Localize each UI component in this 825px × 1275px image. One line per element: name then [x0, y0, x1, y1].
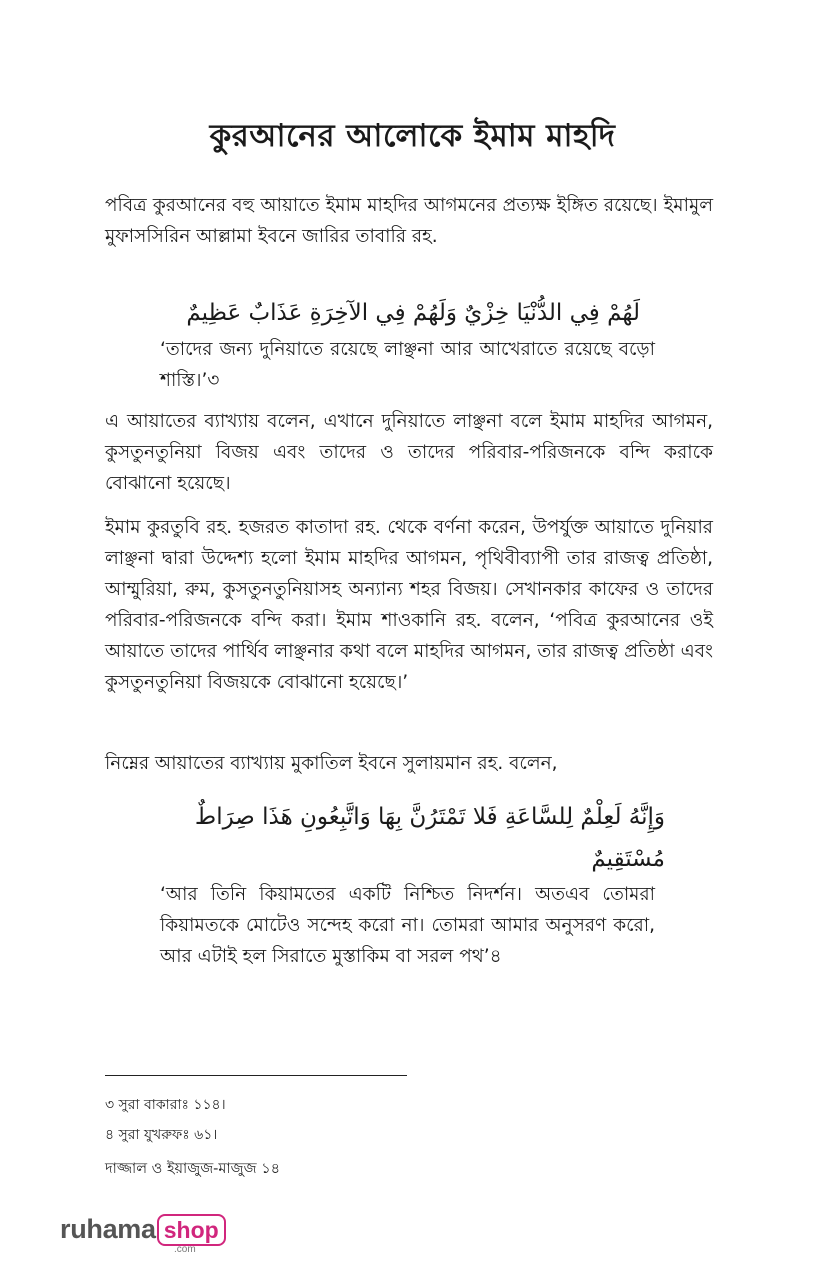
paragraph-qurtubi: ইমাম কুরতুবি রহ. হজরত কাতাদা রহ. থেকে বর্ণনা করেন, উপর্যুক্ত আয়াতে দুনিয়ার লাঞ্ছনা দ্বারা উদ্দেশ্য হলো ইমাম মাহদির আগমন, পৃথিবীব্যাপী তার রাজত্ব প্রতিষ্ঠা, আম্মুরিয়া, রুম, কুসতুনতুনিয়াসহ অন্যান্য শহর বিজয়। সেখানকার কাফের ও তাদের পরিবার-পরিজনকে বন্দি করা। ইমাম শাওকানি রহ. বলেন, ‘পবিত্র কুরআনের ওই আয়াতে তাদের পার্থিব লাঞ্ছনার কথা বলে মাহদির আগমন, তার রাজত্ব প্রতিষ্ঠা এবং কুসতুনতুনিয়া বিজয়কে বোঝানো হয়েছে।’ — [105, 517, 713, 693]
page-title: কুরআনের আলোকে ইমাম মাহদি — [209, 118, 616, 154]
verse-translation-2: ‘আর তিনি কিয়ামতের একটি নিশ্চিত নিদর্শন। অতএব তোমরা কিয়ামতকে মোটেও সন্দেহ করো না। তোমরা আমার অনুসরণ করো, আর এটাই হল সিরাতে মুস্তাকিম বা সরল পথ’৪ — [160, 884, 655, 967]
ruhama-shop-logo — [60, 1214, 226, 1254]
logo-domain: .com — [174, 1244, 196, 1255]
footnote-4: ৪ সুরা যুখরুফঃ ৬১। — [105, 1127, 218, 1143]
running-footer: দাজ্জাল ও ইয়াজুজ-মাজুজ ১৪ — [105, 1161, 281, 1177]
arabic-verse-2: وَإِنَّهُ لَعِلْمٌ لِلسَّاعَةِ فَلا تَمْتَرُنَّ بِهَا وَاتَّبِعُونِ هَذَا صِرَاطٌ مُسْتَقِيمٌ — [194, 804, 665, 872]
paragraph-muqatil: নিম্নের আয়াতের ব্যাখ্যায় মুকাতিল ইবনে সুলায়মান রহ. বলেন, — [105, 753, 558, 774]
paragraph-explanation: এ আয়াতের ব্যাখ্যায় বলেন, এখানে দুনিয়াতে লাঞ্ছনা বলে ইমাম মাহদির আগমন, কুসতুনতুনিয়া বিজয় এবং তাদের ও তাদের পরিবার-পরিজনকে বন্দি করাকে বোঝানো হয়েছে। — [105, 411, 713, 494]
arabic-verse-1: لَهُمْ فِي الدُّنْيَا خِزْيٌ وَلَهُمْ فِي الآخِرَةِ عَذَابٌ عَظِيمٌ — [186, 300, 640, 326]
footnote-divider — [105, 1075, 407, 1076]
verse-translation-1: ‘তাদের জন্য দুনিয়াতে রয়েছে লাঞ্ছনা আর আখেরাতে রয়েছে বড়ো শাস্তি।’৩ — [160, 339, 655, 391]
intro-paragraph: পবিত্র কুরআনের বহু আয়াতে ইমাম মাহদির আগমনের প্রত্যক্ষ ইঙ্গিত রয়েছে। ইমামুল মুফাসসিরিন আল্লামা ইবনে জারির তাবারি রহ. — [105, 195, 713, 247]
footnote-3: ৩ সুরা বাকারাঃ ১১৪। — [105, 1097, 226, 1113]
logo-text-left: ruhama — [60, 1214, 156, 1244]
logo-text-right: shop — [157, 1214, 226, 1246]
